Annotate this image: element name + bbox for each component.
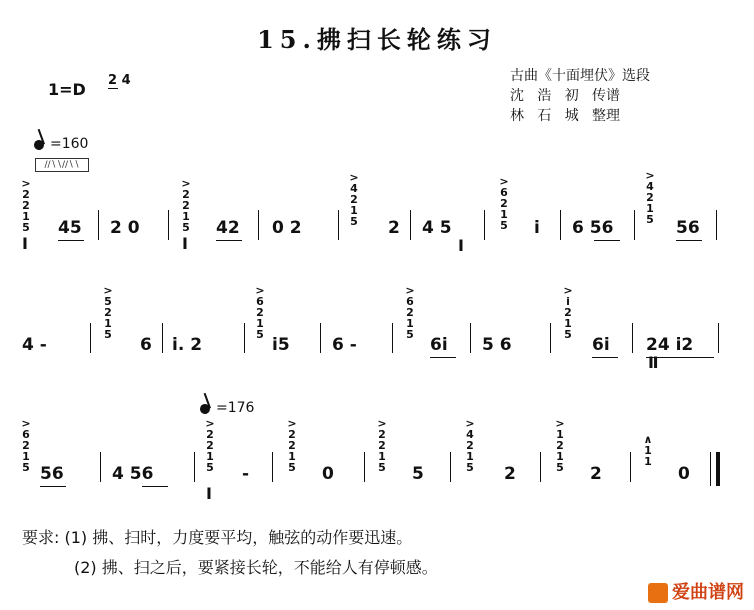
note-group: 0 [678,464,690,484]
credit-line: 沈 浩 初 传谱 [510,88,621,104]
chord-stack: > 6 2 1 5 [255,284,265,341]
note-group: 5 6 [482,335,512,355]
requirement-1: (1) 拂、扫时，力度要平均，触弦的动作要迅速。 [64,528,413,547]
chord-stack: > 5 2 1 5 [103,284,113,341]
chord-stack: > 2 2 1 5 [287,417,297,474]
credits [510,66,650,126]
chord-stack: > 2 2 1 5 [181,177,191,234]
key-signature: 1=D [48,80,86,99]
note-group: 45 [58,218,82,238]
ornament-box: ∕∕∖∖∕∕∖∖ [35,158,89,172]
meter-top: 2 [108,73,118,88]
chord-stack: > 6 2 1 5 [405,284,415,341]
site-watermark: 爱曲谱网 [648,578,744,604]
quarter-note-icon [33,139,46,152]
note-group: 6 56 [572,218,614,238]
chord-stack: > 6 2 1 5 [499,175,509,232]
note-group: - [242,464,250,484]
tempo-mark-1: =160 [34,136,88,152]
note-group: 6i [430,335,448,355]
note-group: 42 [216,218,240,238]
note-group: 24 i2 [646,335,694,355]
score-row-1: > 2 2 1 5 I 45 2 0 > 2 2 1 5 I 42 0 2 > 4 2 1 5 2 4 5 I > 6 2 1 5 i 6 56 > 4 2 1 5 56 [20,170,732,270]
time-signature [108,74,131,87]
note-group: 6 - [332,335,357,355]
note-group: 4 56 [112,464,154,484]
note-group: 2 [590,464,602,484]
note-group: 2 [504,464,516,484]
note-group: i [534,218,540,238]
requirements-label: 要求: [22,528,60,547]
requirements [22,523,438,583]
chord-stack: > 2 2 1 5 [377,417,387,474]
meter-line [108,88,118,89]
credit-line: 古曲《十面埋伏》选段 [510,68,650,84]
chord-stack: > i 2 1 5 [563,284,573,341]
chord-stack: > 6 2 1 5 [21,417,31,474]
note-group: 2 [388,218,400,238]
requirement-2: (2) 拂、扫之后，要紧接长轮，不能给人有停顿感。 [74,558,438,577]
score-row-2: 4 - > 5 2 1 5 6 i. 2 > 6 2 1 5 i5 6 - > 6 2 1 5 6i 5 6 > i 2 1 5 6i 24 i2 Ⅱ [20,283,732,383]
chord-stack: > 1 2 1 5 [555,417,565,474]
chord-stack: > 4 2 1 5 [645,169,655,226]
note-group: 56 [40,464,64,484]
score-row-3: > 6 2 1 5 56 4 56 > 2 2 1 5 I - > 2 2 1 5 0 > 2 2 1 5 5 > 4 2 1 5 2 > 1 2 1 5 2 ∧ 1 1 0 [20,412,732,512]
page-title: 15.拂扫长轮练习 [257,25,497,54]
note-group: 4 - [22,335,47,355]
note-group: 5 [412,464,424,484]
chord-stack: > 4 2 1 5 [465,417,475,474]
note-group: i. 2 [172,335,203,355]
note-group: 0 [322,464,334,484]
meter-bottom: 4 [121,73,131,88]
chord-stack: > 2 2 1 5 [21,177,31,234]
tempo-mark-2: =176 [200,400,254,416]
chord-stack: > 2 2 1 5 [205,417,215,474]
note-group: 6i [592,335,610,355]
note-group: 56 [676,218,700,238]
chord-stack: ∧ 1 1 [643,433,653,468]
note-group: 4 5 [422,218,452,238]
note-group: 2 0 [110,218,140,238]
note-group: 6 [140,335,152,355]
chord-stack: > 4 2 1 5 [349,171,359,228]
credit-line: 林 石 城 整理 [510,108,621,124]
note-group: 0 2 [272,218,302,238]
music-note-icon [648,583,668,603]
note-group: i5 [272,335,290,355]
